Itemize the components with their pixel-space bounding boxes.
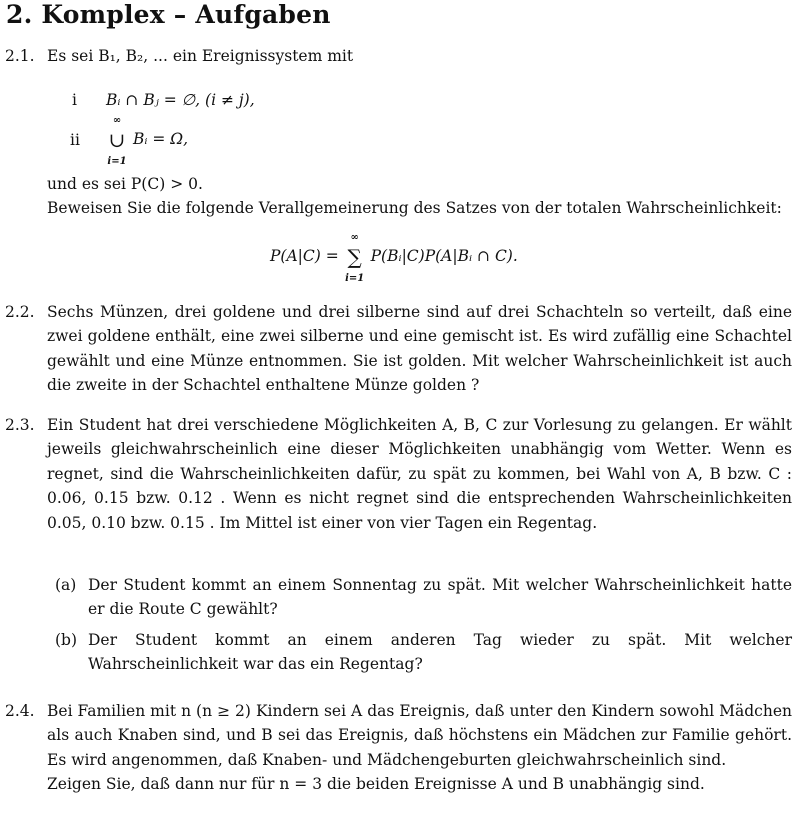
sum-operator: ∞ ∑ i=1 (345, 232, 365, 284)
condition-formula-i: Bᵢ ∩ Bⱼ = ∅, (i ≠ j), (106, 91, 255, 109)
subtask-a: (a) Der Student kommt an einem Sonnentag zu spät. Mit welcher Wahrscheinlichkeit hatte er die Route C gewählt? (55, 576, 792, 619)
problem-number: 2.4. (5, 702, 35, 720)
problem-text: Ein Student hat drei verschiedene Möglichkeiten A, B, C zur Vorlesung zu gelangen. Er wählt jeweils gleichwahrscheinlich eine dieser Möglichkeiten unabhängig vom Wetter. Wenn es regnet, sind die Wahrscheinlichkeiten dafür, zu spät zu kommen, bei Wahl von A, B bzw. C : 0.06, 0.15 bzw. 0.12 . Wenn es nicht regnet sind die entsprechenden Wahrscheinlichkeiten 0.05, 0.10 bzw. 0.15 . Im Mittel ist einer von vier Tagen ein Regentag. (47, 416, 792, 532)
condition-formula-ii: ∞ ∪ i=1 Bᵢ = Ω, (107, 115, 189, 167)
problem-text: Bei Familien mit n (n ≥ 2) Kindern sei A das Ereignis, daß unter den Kindern sowohl Mädchen als auch Knaben sind, und B sei das Ereignis, daß höchstens ein Mädchen zur Familie gehört. Es wird angenommen, daß Knaben- und Mädchengeburten gleichwahrscheinlich sind. Zeigen Sie, daß dann nur für n = 3 die beiden Ereignisse A und B unabhängig sind. (47, 702, 792, 794)
problem-number: 2.2. (5, 303, 35, 321)
problem-number: 2.1. (5, 47, 35, 65)
problem-text: Sechs Münzen, drei goldene und drei silberne sind auf drei Schachteln so verteilt, daß eine zwei goldene enthält, eine zwei silberne und eine gemischt ist. Es wird zufällig eine Schachtel gewählt und eine Münze entnommen. Sie ist golden. Mit welcher Wahrscheinlichkeit ist auch die zweite in der Schachtel enthaltene Münze golden ? (47, 303, 792, 395)
problem-number: 2.3. (5, 416, 35, 434)
condition-label-ii: ii (70, 131, 80, 149)
display-formula: P(A|C) = ∞ ∑ i=1 P(Bᵢ|C)P(A|Bᵢ ∩ C). (270, 232, 518, 284)
union-operator: ∞ ∪ i=1 (107, 115, 127, 167)
section-heading: 2. Komplex – Aufgaben (6, 0, 331, 29)
condition-label-i: i (72, 91, 77, 109)
problem-intro: Es sei B₁, B₂, ... ein Ereignissystem mit (47, 47, 354, 65)
subtask-b: (b) Der Student kommt an einem anderen Tag wieder zu spät. Mit welcher Wahrscheinlichkeit war das ein Regentag? (55, 631, 792, 674)
problem-text: und es sei P(C) > 0. Beweisen Sie die folgende Verallgemeinerung des Satzes von der totalen Wahrscheinlichkeit: (47, 175, 782, 218)
